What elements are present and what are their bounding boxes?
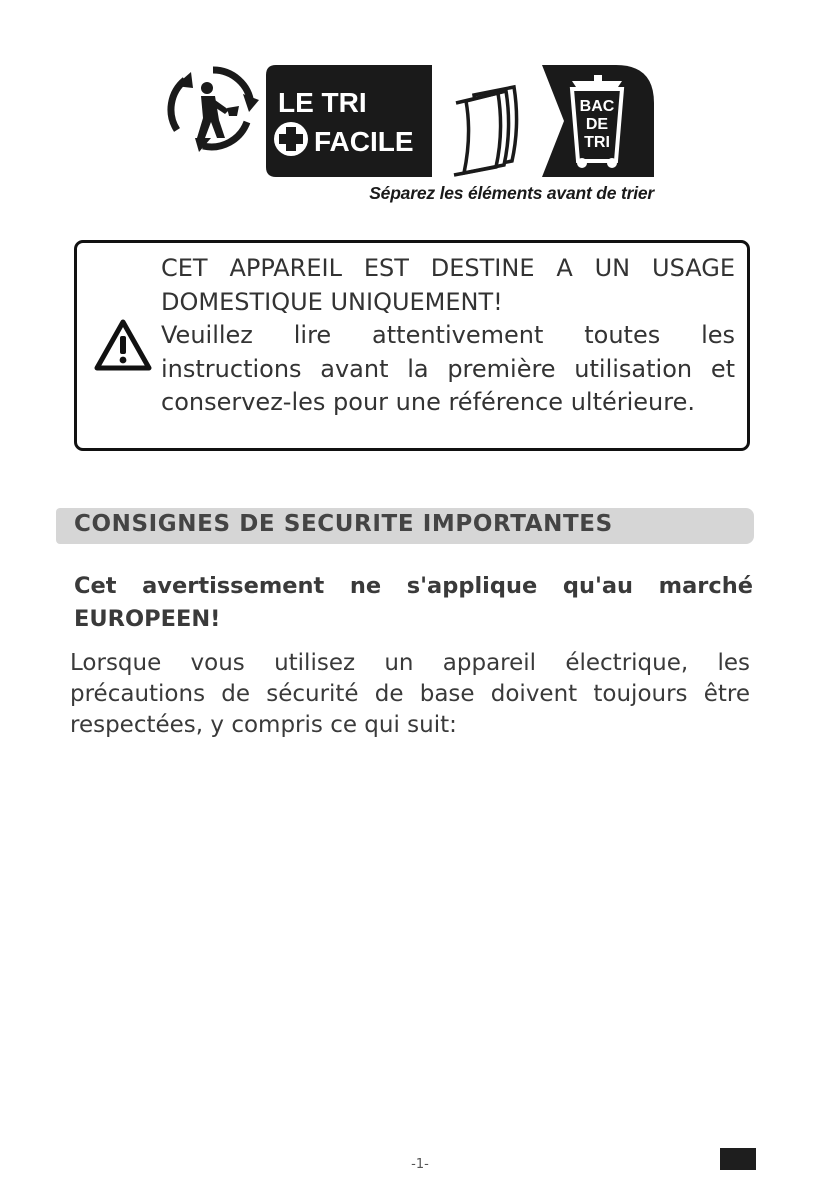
european-market-notice: Cet avertissement ne s'applique qu'au marché EUROPEEN! bbox=[74, 573, 753, 632]
section-header bbox=[56, 508, 754, 544]
warning-box bbox=[74, 240, 750, 451]
page-number: -1- bbox=[411, 1157, 429, 1172]
logo-line2: FACILE bbox=[314, 126, 414, 157]
safety-intro-paragraph: Lorsque vous utilisez un appareil électrique, les précautions de sécurité de base doivent toujours être respectées, y compris ce qui suit: bbox=[70, 650, 750, 738]
corner-marker bbox=[720, 1148, 756, 1170]
sorting-caption: Séparez les éléments avant de trier bbox=[369, 183, 654, 203]
warning-text bbox=[161, 252, 735, 420]
le-tri-facile-logo bbox=[266, 65, 654, 177]
read-instructions-warning: Veuillez lire attentivement toutes les instructions avant la première utilisation et conservez-les pour une référence ultérieure. bbox=[161, 321, 735, 416]
logo-line1: LE TRI bbox=[278, 87, 367, 118]
triman-icon bbox=[163, 64, 263, 152]
bin-label-1: BAC bbox=[579, 98, 615, 115]
domestic-use-warning: CET APPAREIL EST DESTINE A UN USAGE DOMESTIQUE UNIQUEMENT! bbox=[161, 254, 735, 316]
bin-label-2: DE bbox=[585, 116, 609, 133]
section-title: CONSIGNES DE SECURITE IMPORTANTES bbox=[74, 511, 613, 537]
warning-triangle-icon bbox=[94, 318, 152, 372]
bin-label-3: TRI bbox=[584, 134, 610, 151]
